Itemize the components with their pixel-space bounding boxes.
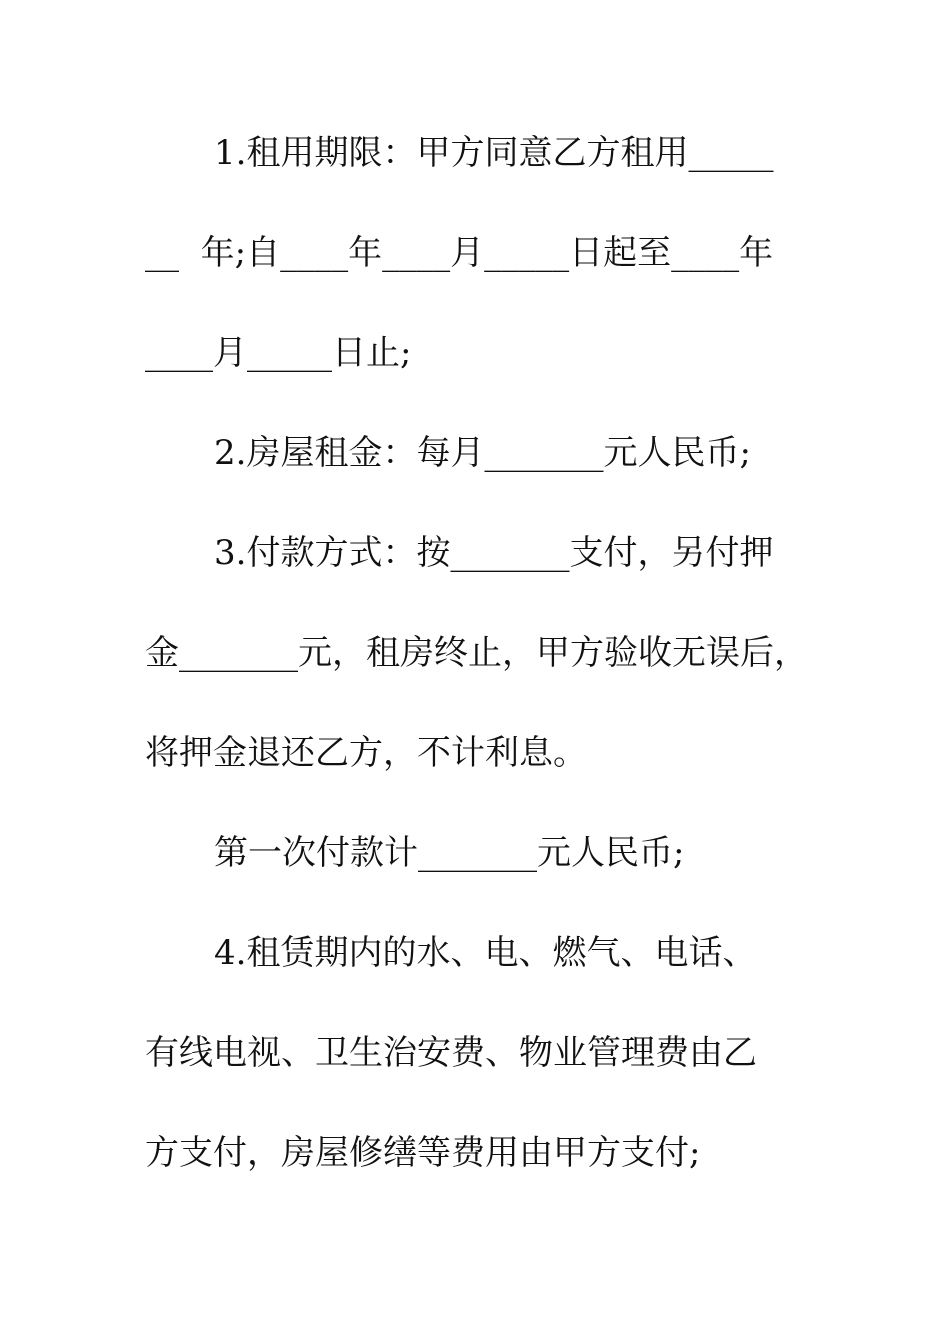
- clause-4-line-1: 4.租赁期内的水、电、燃气、电话、: [214, 933, 757, 973]
- clause-3-line-3: 将押金退还乙方，不计利息。: [145, 733, 587, 773]
- clause-1-line-3: ____月_____日止;: [145, 333, 412, 373]
- clause-4-line-3: 方支付，房屋修缮等费用由甲方支付;: [145, 1133, 701, 1173]
- clause-3-line-2: 金_______元，租房终止，甲方验收无误后，: [145, 633, 808, 673]
- clause-3-line-1: 3.付款方式：按_______支付，另付押: [214, 533, 774, 573]
- first-payment-line: 第一次付款计_______元人民币;: [214, 833, 685, 873]
- clause-4-line-2: 有线电视、卫生治安费、物业管理费由乙: [145, 1033, 757, 1073]
- clause-2-line-1: 2.房屋租金：每月_______元人民币;: [214, 433, 751, 473]
- clause-1-line-1: 1.租用期限：甲方同意乙方租用_____: [214, 133, 774, 173]
- clause-1-line-2: __ 年;自____年____月_____日起至____年: [145, 233, 774, 273]
